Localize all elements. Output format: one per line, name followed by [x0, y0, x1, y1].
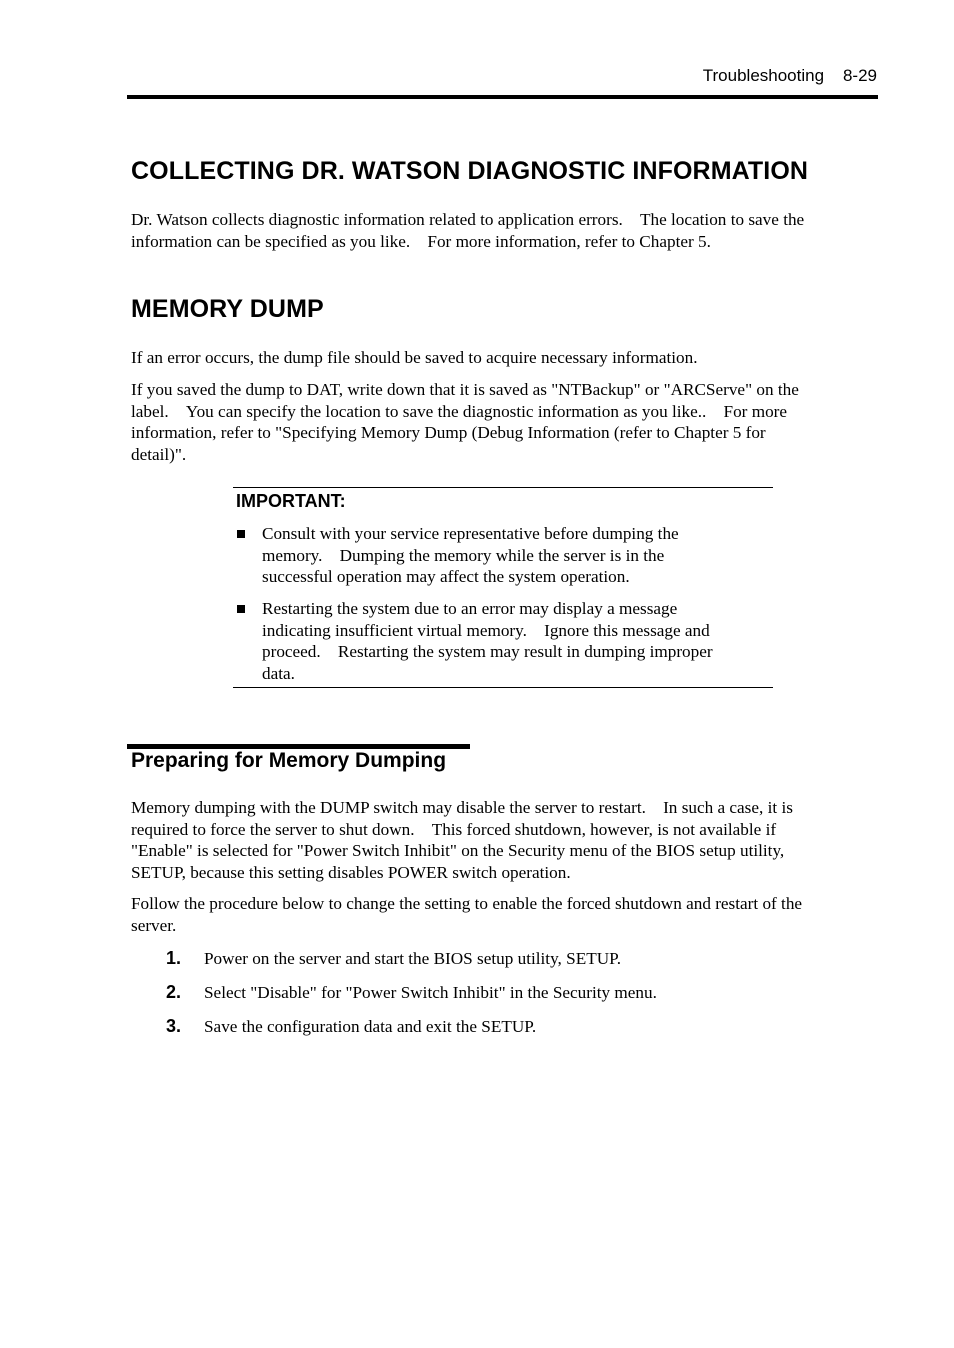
header-section: Troubleshooting: [702, 66, 825, 85]
running-header: [703, 66, 877, 86]
important-item-text: Consult with your service representative before dumping the memory. Dumping the memory while the server is in the successful operation may affect the system operation.: [262, 524, 679, 586]
paragraph-dr-watson: Dr. Watson collects diagnostic information related to application errors. The location to save the information can be specified as you like. For more information, refer to Chapter 5.: [131, 210, 805, 251]
paragraph-preparing-2: Follow the procedure below to change the setting to enable the forced shutdown and restart of the server.: [131, 894, 803, 935]
step-text: Select "Disable" for "Power Switch Inhibit" in the Security menu.: [204, 983, 657, 1002]
important-item-text: Restarting the system due to an error may display a message indicating insufficient virtual memory. Ignore this message and proceed. Restarting the system may result in dumping improper data.: [262, 599, 713, 683]
step-number: 1.: [166, 948, 182, 968]
square-bullet-icon: [237, 530, 245, 538]
paragraph-preparing-1: Memory dumping with the DUMP switch may disable the server to restart. In such a case, it is required to force the server to shut down. This forced shutdown, however, is not available if "Enable" is selected for "Power Switch Inhibit" on the Security menu of the BIOS setup utility, SETUP, because this setting disables POWER switch operation.: [131, 798, 793, 882]
square-bullet-icon: [237, 605, 245, 613]
paragraph-memory-dump-2: If you saved the dump to DAT, write down that it is saved as "NTBackup" or "ARCServe" on the label. You can specify the location to save the diagnostic information as you like.. For more information, refer to "Specifying Memory Dump (Debug Information (refer to Chapter 5 for detail)".: [131, 380, 799, 464]
step-text: Power on the server and start the BIOS setup utility, SETUP.: [204, 949, 622, 968]
step-text: Save the configuration data and exit the SETUP.: [204, 1017, 537, 1036]
step-number: 2.: [166, 982, 182, 1002]
header-rule: [127, 95, 878, 99]
heading-dr-watson: COLLECTING DR. WATSON DIAGNOSTIC INFORMATION: [131, 157, 809, 185]
paragraph-memory-dump-1: If an error occurs, the dump file should be saved to acquire necessary information.: [131, 348, 698, 367]
important-notice: [233, 487, 773, 688]
heading-preparing-memory-dumping: Preparing for Memory Dumping: [131, 749, 447, 772]
step-number: 3.: [166, 1016, 182, 1036]
important-label: IMPORTANT:: [236, 491, 346, 511]
header-page-number: 8-29: [842, 66, 877, 85]
heading-memory-dump: MEMORY DUMP: [131, 295, 324, 323]
